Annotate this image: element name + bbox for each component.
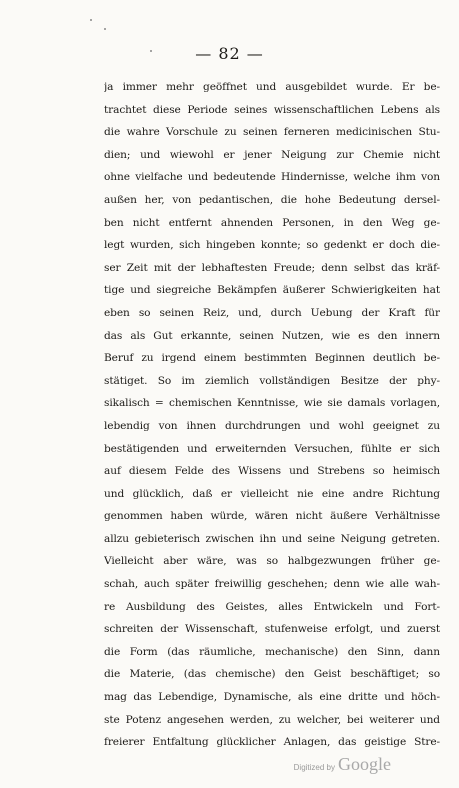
- text-line: schreiten der Wissenschaft, stufenweise erfolgt, und zuerst: [104, 623, 440, 636]
- text-line: lebendig von ihnen durchdrungen und wohl geeignet zu: [104, 419, 440, 432]
- text-line: allzu gebieterisch zwischen ihn und seine Neigung getreten.: [104, 532, 440, 545]
- text-line: bestätigenden und erweiternden Versuchen, fühlte er sich: [104, 442, 440, 455]
- text-line: die Materie, (das chemische) den Geist beschäftiget; so: [104, 668, 440, 681]
- text-line: die Form (das räumliche, mechanische) den Sinn, dann: [104, 645, 440, 658]
- text-line: auf diesem Felde des Wissens und Strebens so heimisch: [104, 465, 440, 478]
- text-line: mag das Lebendige, Dynamische, als eine dritte und höch-: [104, 691, 440, 704]
- text-line: außen her, von pedantischen, die hohe Bedeutung dersel-: [104, 193, 440, 206]
- text-line: tige und siegreiche Bekämpfen äußerer Schwierigkeiten hat: [104, 284, 440, 297]
- text-line: dien; und wiewohl er jener Neigung zur Chemie nicht: [104, 148, 440, 161]
- text-line: stätiget. So im ziemlich vollständigen Besitze der phy-: [104, 374, 440, 387]
- text-line: ben nicht entfernt ahnenden Personen, in den Weg ge-: [104, 216, 440, 229]
- text-line: re Ausbildung des Geistes, alles Entwickeln und Fort-: [104, 600, 440, 613]
- text-line: die wahre Vorschule zu seinen ferneren medicinischen Stu-: [104, 126, 440, 139]
- paper-speck: [90, 19, 92, 21]
- text-line: eben so seinen Reiz, und, durch Uebung der Kraft für: [104, 306, 440, 319]
- text-line: trachtet diese Periode seines wissenschaftlichen Lebens als: [104, 103, 440, 116]
- text-line: Vielleicht aber wäre, was so halbgezwungen früher ge-: [104, 555, 440, 568]
- text-line: genommen haben würde, wären nicht äußere Verhältnisse: [104, 510, 440, 523]
- body-text: [104, 76, 440, 754]
- text-line: und glücklich, daß er vielleicht nie eine andre Richtung: [104, 487, 440, 500]
- text-line: schah, auch später freiwillig geschehen; denn wie alle wah-: [104, 578, 440, 591]
- text-line: ste Potenz angesehen werden, zu welcher, bei weiterer und: [104, 713, 440, 726]
- google-logo: Google: [338, 754, 391, 774]
- text-line: legt wurden, sich hingeben konnte; so gedenkt er doch die-: [104, 239, 440, 252]
- page-number: — 82 —: [195, 44, 264, 63]
- digitization-watermark: [294, 754, 391, 775]
- text-line: ohne vielfache und bedeutende Hindernisse, welche ihm von: [104, 171, 440, 184]
- paper-speck: [104, 28, 106, 30]
- text-line: ja immer mehr geöffnet und ausgebildet wurde. Er be-: [104, 81, 440, 93]
- digitized-by-label: Digitized by: [293, 763, 335, 772]
- text-line: freierer Entfaltung glücklicher Anlagen, das geistige Stre-: [104, 736, 440, 749]
- text-line: das als Gut erkannte, seinen Nutzen, wie es den innern: [104, 329, 440, 342]
- text-line: ser Zeit mit der lebhaftesten Freude; denn selbst das kräf-: [104, 261, 440, 274]
- text-line: Beruf zu irgend einem bestimmten Beginnen deutlich be-: [104, 352, 440, 365]
- text-line: sikalisch = chemischen Kenntnisse, wie sie damals vorlagen,: [104, 397, 440, 410]
